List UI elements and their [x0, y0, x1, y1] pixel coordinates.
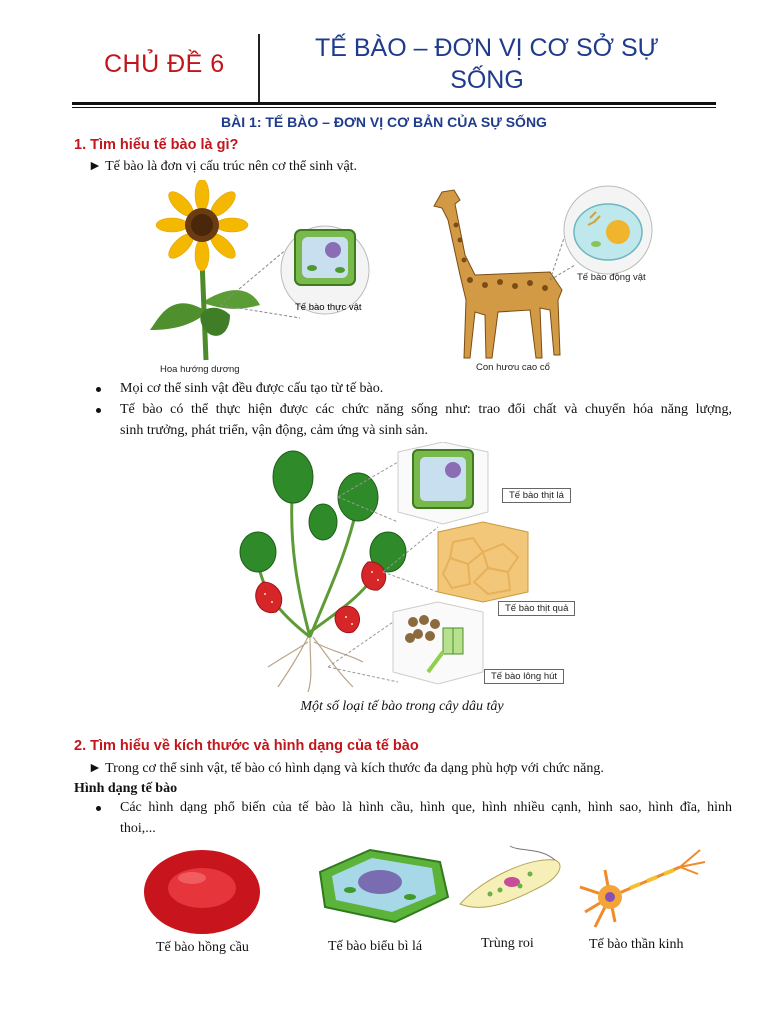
header-rule-thick	[72, 102, 716, 105]
fruit-cell-image	[438, 522, 528, 602]
section2-heading: 2. Tìm hiểu về kích thước và hình dạng của tế bào	[74, 738, 419, 754]
chapter-title-line2: SỐNG	[450, 66, 524, 94]
plant-cell-image	[281, 226, 369, 314]
chapter-title-line1: TẾ BÀO – ĐƠN VỊ CƠ SỞ SỰ	[314, 34, 660, 62]
bullet-marker	[96, 387, 101, 392]
header-rule-thin	[72, 107, 716, 108]
leaf-cell-image	[398, 442, 488, 524]
chapter-title	[272, 32, 702, 96]
bullet-item: Mọi cơ thể sinh vật đều được cấu tạo từ tế bào.	[120, 381, 384, 396]
lesson-title: BÀI 1: TẾ BÀO – ĐƠN VỊ CƠ BẢN CỦA SỰ SỐNG	[221, 114, 547, 130]
leaf-cell-label: Tế bào thịt lá	[502, 488, 571, 503]
sunflower-image	[150, 180, 260, 360]
euglena-image	[460, 846, 560, 907]
section1-intro: ► Tế bào là đơn vị cấu trúc nên cơ thể sinh vật.	[88, 159, 358, 174]
giraffe-image	[434, 190, 562, 358]
animal-cell-image	[564, 186, 652, 274]
root-hair-cell-image	[393, 602, 483, 684]
section2-intro: ► Trong cơ thể sinh vật, tế bào có hình dạng và kích thước đa dạng phù hợp với chức năng.	[88, 761, 604, 776]
bullet-item-continuation: sinh trưởng, phát triển, vận động, cảm ứng và sinh sản.	[120, 423, 428, 438]
sunflower-label: Hoa hướng dương	[160, 364, 240, 375]
figure-organisms-cells	[130, 180, 670, 380]
topic-label: CHỦ ĐỀ 6	[104, 50, 225, 78]
bullet-marker	[96, 408, 101, 413]
figure-strawberry-cells	[238, 442, 588, 694]
plant-cell-label: Tế bào thực vật	[295, 302, 362, 313]
bullet-marker	[96, 806, 101, 811]
strawberry-plant-image	[240, 451, 406, 692]
fruit-cell-label: Tế bào thịt quả	[498, 601, 575, 616]
section1-heading: 1. Tìm hiểu tế bào là gì?	[74, 137, 239, 153]
cell-shape-subheading: Hình dạng tế bào	[74, 781, 178, 796]
euglena-label: Trùng roi	[481, 936, 534, 951]
figure-cell-shapes	[140, 842, 720, 942]
animal-cell-label: Tế bào động vật	[577, 272, 646, 283]
header-divider	[258, 34, 260, 102]
red-blood-cell-label: Tế bào hồng cầu	[156, 940, 249, 955]
leaf-epidermis-cell-label: Tế bào biểu bì lá	[328, 939, 423, 954]
red-blood-cell-image	[144, 850, 260, 934]
bullet-item: Tế bào có thể thực hiện được các chức năng sống như: trao đổi chất và chuyển hóa năng lượng,	[120, 402, 732, 417]
giraffe-label: Con hươu cao cổ	[476, 362, 550, 373]
bullet-item-continuation: thoi,...	[120, 821, 156, 836]
neuron-image	[580, 850, 705, 927]
root-hair-cell-label: Tế bào lông hút	[484, 669, 564, 684]
bullet-item: Các hình dạng phổ biến của tế bào là hình cầu, hình que, hình nhiều cạnh, hình sao, hình đĩa, hình	[120, 800, 732, 815]
neuron-label: Tế bào thần kinh	[589, 937, 684, 952]
figure2-caption: Một số loại tế bào trong cây dâu tây	[300, 699, 504, 714]
leaf-epidermis-cell-image	[320, 850, 448, 922]
